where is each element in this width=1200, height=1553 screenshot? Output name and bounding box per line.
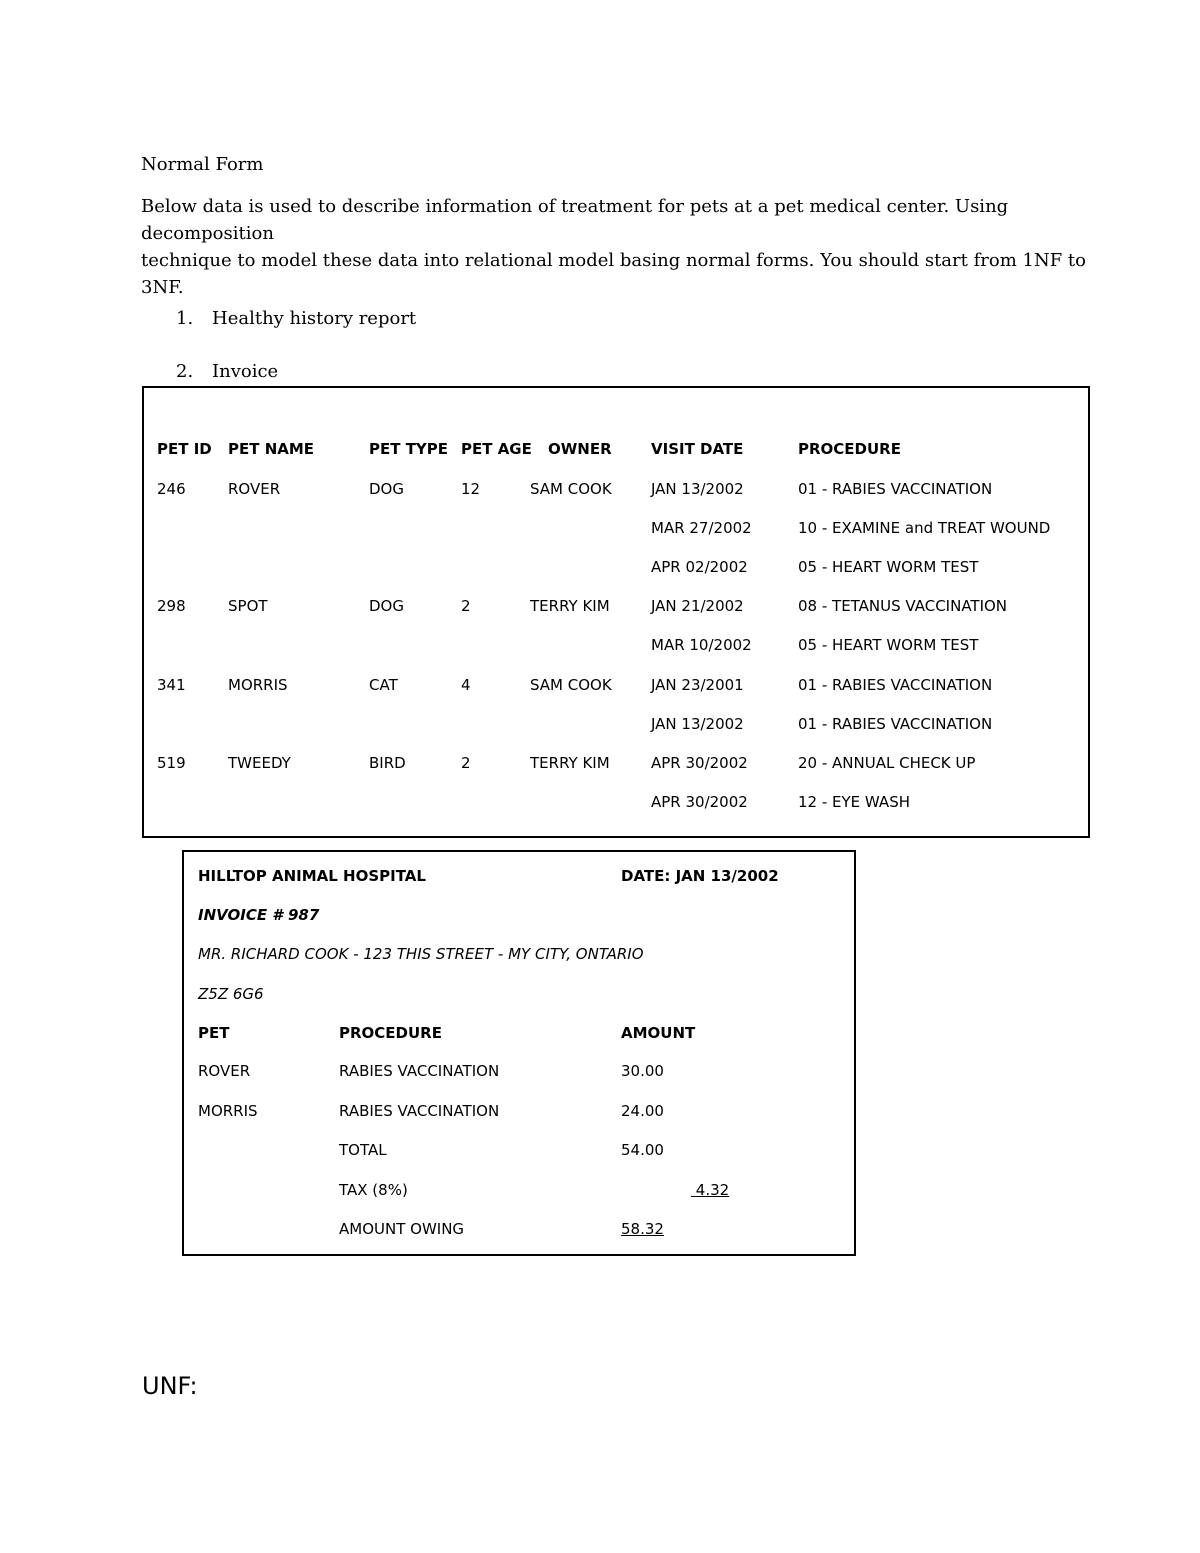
history-cell-owner: TERRY KIM <box>530 597 610 615</box>
hospital-name: HILLTOP ANIMAL HOSPITAL <box>198 867 426 885</box>
history-cell-owner: SAM COOK <box>530 676 612 694</box>
history-cell-pet-age: 4 <box>461 676 471 694</box>
history-cell-pet-age: 2 <box>461 597 471 615</box>
history-cell-procedure: 12 - EYE WASH <box>798 793 910 811</box>
history-cell-procedure: 20 - ANNUAL CHECK UP <box>798 754 976 772</box>
invoice <box>182 850 856 1256</box>
history-cell-owner: TERRY KIM <box>530 754 610 772</box>
amount-owing-label: AMOUNT OWING <box>339 1220 465 1238</box>
invoice-header-amount: AMOUNT <box>621 1024 696 1042</box>
invoice-item-pet: ROVER <box>198 1062 251 1080</box>
history-cell-pet-type: BIRD <box>369 754 406 772</box>
tax-value-text: 4.32 <box>695 1181 730 1199</box>
history-cell-pet-name: ROVER <box>228 480 281 498</box>
history-cell-visit-date: MAR 10/2002 <box>651 636 752 654</box>
history-cell-pet-type: DOG <box>369 597 404 615</box>
history-cell-pet-age: 2 <box>461 754 471 772</box>
header-pet-name: PET NAME <box>228 440 315 458</box>
list-item-invoice <box>176 358 278 385</box>
history-cell-visit-date: JAN 13/2002 <box>651 480 744 498</box>
history-cell-procedure: 08 - TETANUS VACCINATION <box>798 597 1008 615</box>
health-history-table <box>142 386 1090 838</box>
history-cell-pet-name: SPOT <box>228 597 268 615</box>
tax-value <box>691 1181 729 1199</box>
unf-label: UNF: <box>142 1372 198 1400</box>
history-cell-pet-type: CAT <box>369 676 398 694</box>
history-cell-pet-name: TWEEDY <box>228 754 291 772</box>
invoice-item-amount: 30.00 <box>621 1062 664 1080</box>
postal-code: Z5Z 6G6 <box>198 985 264 1003</box>
history-cell-pet-id: 519 <box>157 754 186 772</box>
history-cell-owner: SAM COOK <box>530 480 612 498</box>
list-text: Healthy history report <box>212 308 417 329</box>
history-cell-visit-date: MAR 27/2002 <box>651 519 752 537</box>
invoice-header-procedure: PROCEDURE <box>339 1024 442 1042</box>
tax-label: TAX (8%) <box>339 1181 408 1199</box>
history-cell-pet-id: 341 <box>157 676 186 694</box>
invoice-header-pet: PET <box>198 1024 230 1042</box>
history-cell-visit-date: APR 30/2002 <box>651 793 748 811</box>
total-label: TOTAL <box>339 1141 387 1159</box>
header-pet-age: PET AGE <box>461 440 532 458</box>
intro-line-1: Below data is used to describe information of treatment for pets at a pet medical center. Using decomposition <box>141 196 1009 244</box>
invoice-item-procedure: RABIES VACCINATION <box>339 1102 500 1120</box>
history-cell-procedure: 05 - HEART WORM TEST <box>798 636 979 654</box>
header-pet-id: PET ID <box>157 440 212 458</box>
history-cell-visit-date: JAN 23/2001 <box>651 676 744 694</box>
customer-address: MR. RICHARD COOK - 123 THIS STREET - MY CITY, ONTARIO <box>198 945 644 963</box>
history-cell-procedure: 01 - RABIES VACCINATION <box>798 715 993 733</box>
header-procedure: PROCEDURE <box>798 440 901 458</box>
history-cell-pet-type: DOG <box>369 480 404 498</box>
intro-line-2: technique to model these data into relational model basing normal forms. You should start from 1NF to 3NF. <box>141 250 1086 298</box>
invoice-item-procedure: RABIES VACCINATION <box>339 1062 500 1080</box>
list-number: 2. <box>176 361 194 382</box>
header-pet-type: PET TYPE <box>369 440 449 458</box>
list-text: Invoice <box>212 361 279 382</box>
header-owner: OWNER <box>548 440 612 458</box>
history-cell-pet-id: 246 <box>157 480 186 498</box>
history-cell-procedure: 01 - RABIES VACCINATION <box>798 676 993 694</box>
history-cell-pet-id: 298 <box>157 597 186 615</box>
history-cell-pet-age: 12 <box>461 480 481 498</box>
amount-owing-value: 58.32 <box>621 1220 664 1238</box>
history-cell-pet-name: MORRIS <box>228 676 288 694</box>
history-cell-procedure: 01 - RABIES VACCINATION <box>798 480 993 498</box>
history-cell-visit-date: JAN 21/2002 <box>651 597 744 615</box>
list-number: 1. <box>176 308 194 329</box>
invoice-number: INVOICE # 987 <box>198 906 320 924</box>
document-title: Normal Form <box>141 154 264 175</box>
history-cell-visit-date: APR 30/2002 <box>651 754 748 772</box>
invoice-item-amount: 24.00 <box>621 1102 664 1120</box>
history-cell-visit-date: APR 02/2002 <box>651 558 748 576</box>
total-value: 54.00 <box>621 1141 664 1159</box>
list-item-health-report <box>176 305 416 332</box>
history-cell-procedure: 05 - HEART WORM TEST <box>798 558 979 576</box>
intro-paragraph <box>141 193 1101 301</box>
invoice-item-pet: MORRIS <box>198 1102 258 1120</box>
header-visit-date: VISIT DATE <box>651 440 744 458</box>
invoice-date: DATE: JAN 13/2002 <box>621 867 779 885</box>
history-cell-procedure: 10 - EXAMINE and TREAT WOUND <box>798 519 1051 537</box>
history-cell-visit-date: JAN 13/2002 <box>651 715 744 733</box>
